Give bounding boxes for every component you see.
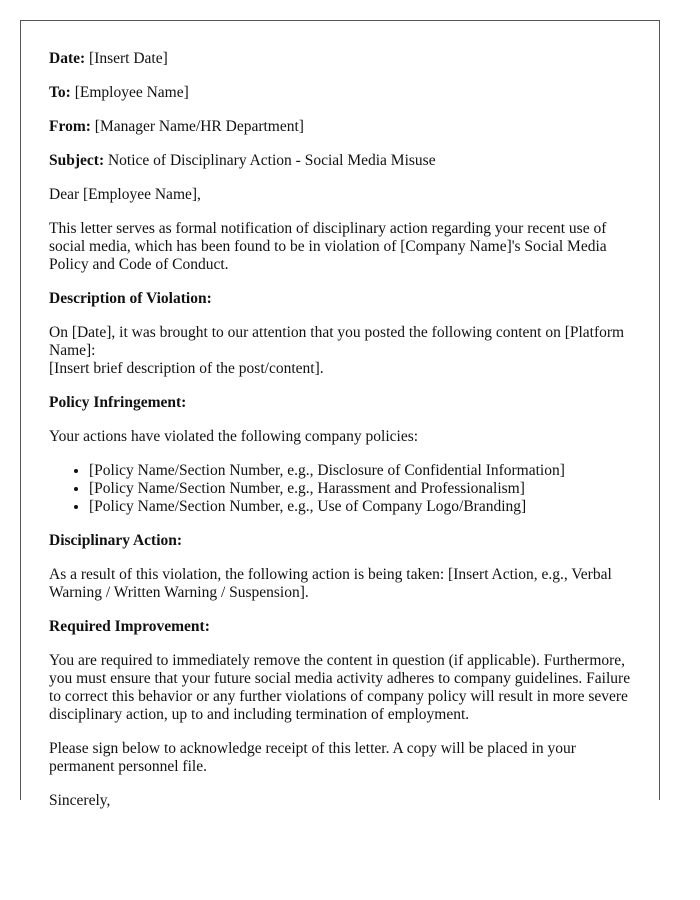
- to-label: To:: [49, 84, 71, 101]
- violation-heading: Description of Violation:: [49, 290, 212, 307]
- letter-page: [20, 20, 660, 809]
- from-value: [Manager Name/HR Department]: [94, 118, 304, 135]
- salutation: Dear [Employee Name],: [49, 186, 201, 203]
- policy-intro: Your actions have violated the following company policies:: [49, 428, 419, 445]
- improvement-paragraph: You are required to immediately remove the content in question (if applicable). Furthermore, you must ensure that your future social media activity adheres to company guidelines. Failure to correct this behavior or any further violations of company policy will result in more severe disciplinary action, up to and including termination of employment.: [49, 652, 631, 723]
- violation-paragraph: [49, 324, 639, 378]
- letter-body: [49, 50, 639, 826]
- policy-list: [49, 462, 639, 516]
- from-line: [49, 118, 639, 136]
- violation-line-1: On [Date], it was brought to our attention that you posted the following content on [Platform Name]:: [49, 324, 625, 359]
- subject-line: [49, 152, 639, 170]
- action-paragraph: As a result of this violation, the following action is being taken: [Insert Action, e.g., Verbal Warning / Written Warning / Suspension].: [49, 566, 612, 601]
- violation-line-2: [Insert brief description of the post/content].: [49, 360, 324, 377]
- acknowledge-paragraph: Please sign below to acknowledge receipt of this letter. A copy will be placed in your permanent personnel file.: [49, 740, 576, 775]
- action-heading: Disciplinary Action:: [49, 532, 183, 549]
- policy-list-item: • [Policy Name/Section Number, e.g., Use of Company Logo/Branding]: [89, 498, 639, 516]
- closing: Sincerely,: [49, 792, 111, 809]
- subject-label: Subject:: [49, 152, 105, 169]
- intro-paragraph: This letter serves as formal notification of disciplinary action regarding your recent use of social media, which has been found to be in violation of [Company Name]'s Social Media Policy and Code of Conduct.: [49, 220, 607, 273]
- to-value: [Employee Name]: [74, 84, 189, 101]
- to-line: [49, 84, 639, 102]
- policy-heading: Policy Infringement:: [49, 394, 187, 411]
- date-line: [49, 50, 639, 68]
- policy-list-item: • [Policy Name/Section Number, e.g., Harassment and Professionalism]: [89, 480, 639, 498]
- from-label: From:: [49, 118, 91, 135]
- policy-list-item: • [Policy Name/Section Number, e.g., Disclosure of Confidential Information]: [89, 462, 639, 480]
- subject-value: Notice of Disciplinary Action - Social Media Misuse: [107, 152, 436, 169]
- improvement-heading: Required Improvement:: [49, 618, 210, 635]
- date-value: [Insert Date]: [89, 50, 168, 67]
- date-label: Date:: [49, 50, 86, 67]
